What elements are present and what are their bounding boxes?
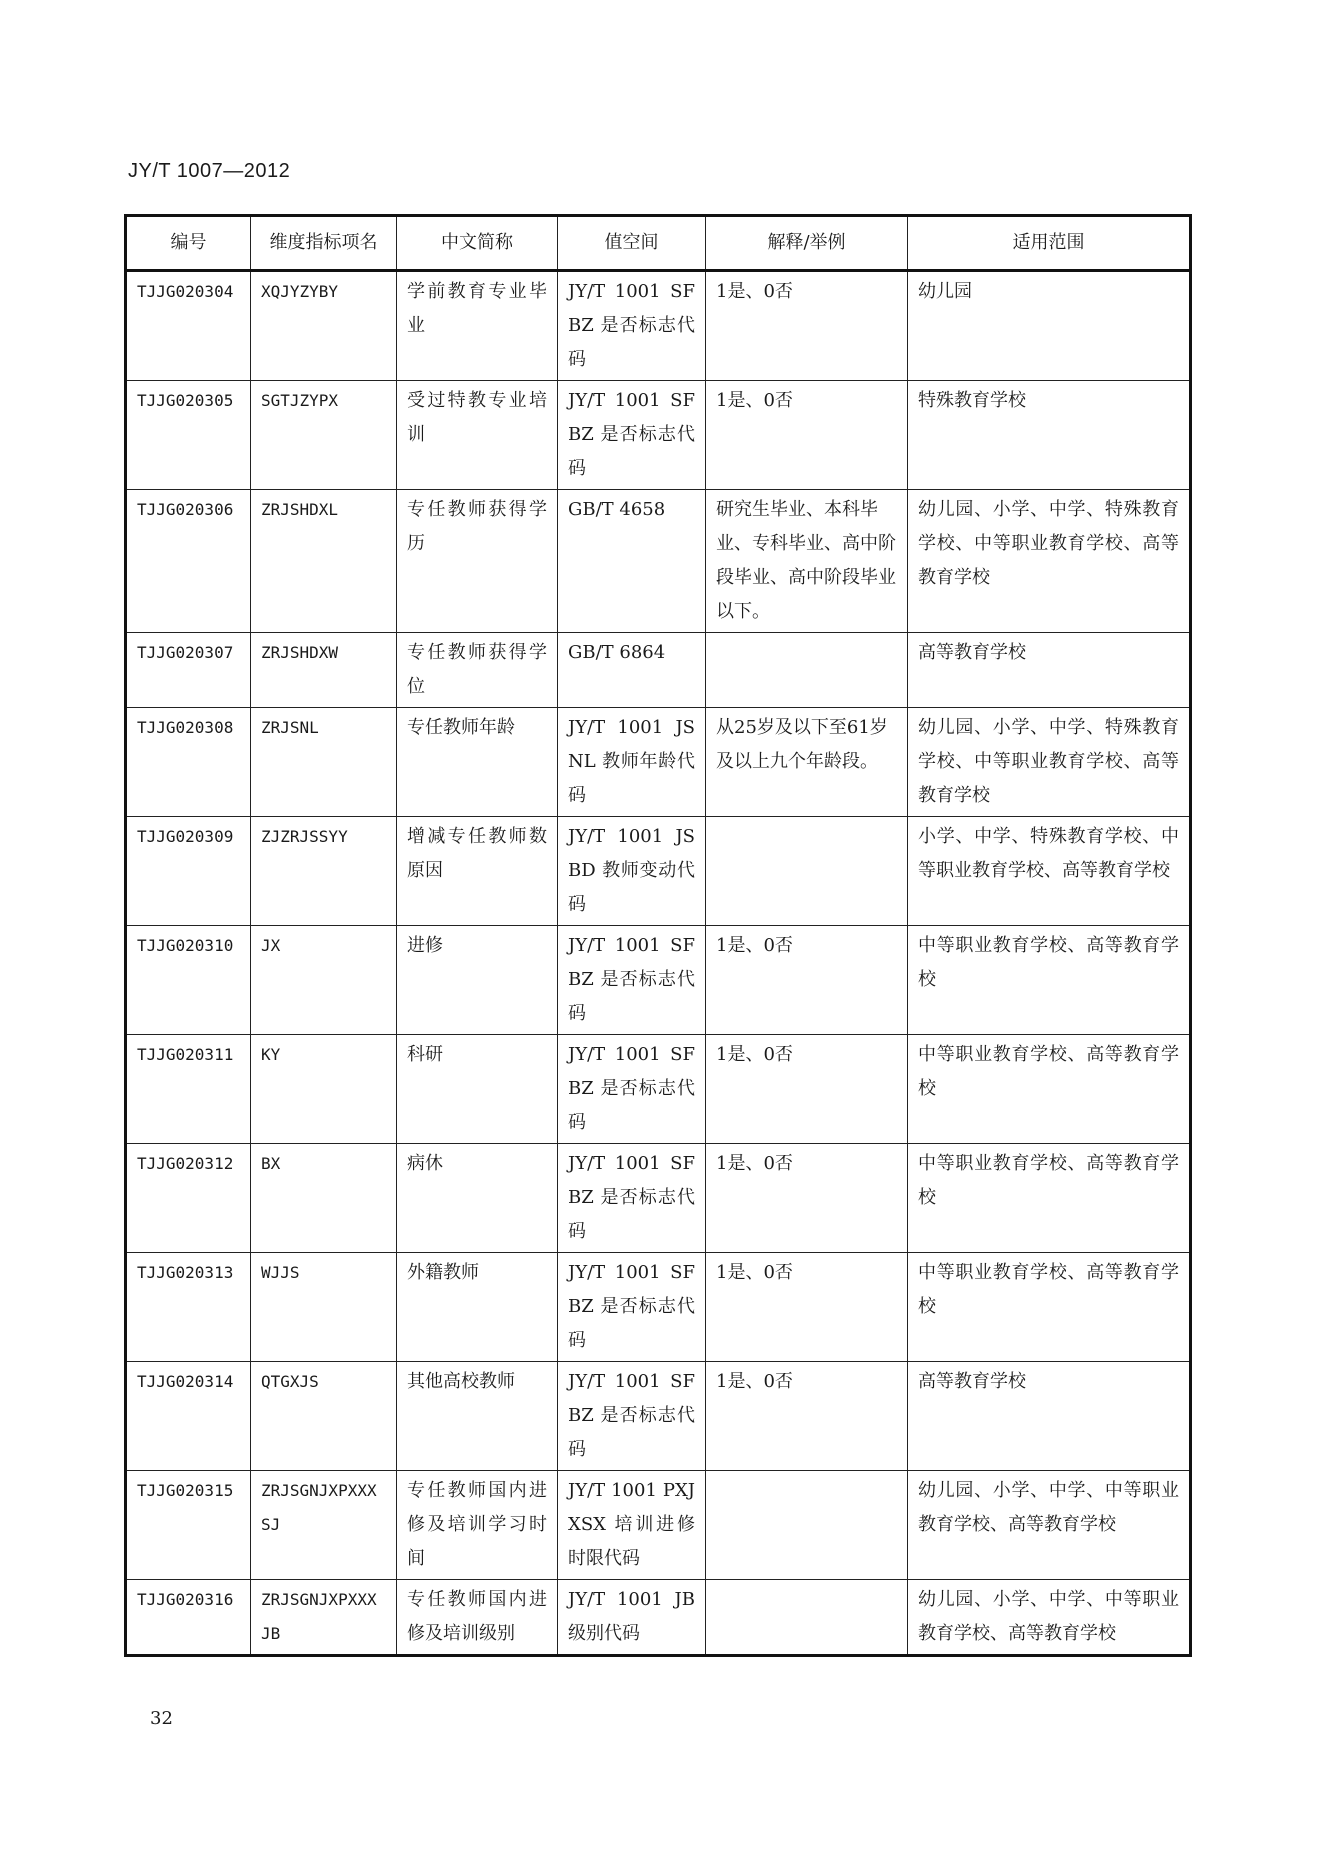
chinese-short-name: 专任教师获得学历 — [397, 490, 558, 633]
value-space: GB/T 6864 — [558, 633, 706, 708]
chinese-short-name: 其他高校教师 — [397, 1362, 558, 1471]
table-row — [126, 1253, 1191, 1362]
chinese-short-name: 专任教师国内进修及培训学习时间 — [397, 1471, 558, 1580]
chinese-short-name: 病休 — [397, 1144, 558, 1253]
chinese-short-name: 专任教师获得学位 — [397, 633, 558, 708]
indicator-code: TJJG020304 — [126, 271, 251, 381]
scope: 中等职业教育学校、高等教育学校 — [908, 1144, 1191, 1253]
dimension-name: SGTJZYPX — [251, 381, 397, 490]
value-space: JY/T 1001 PXJXSX 培训进修时限代码 — [558, 1471, 706, 1580]
value-space: GB/T 4658 — [558, 490, 706, 633]
indicator-code: TJJG020314 — [126, 1362, 251, 1471]
chinese-short-name: 增减专任教师数原因 — [397, 817, 558, 926]
indicator-code: TJJG020313 — [126, 1253, 251, 1362]
value-space: JY/T 1001 SFBZ 是否标志代码 — [558, 271, 706, 381]
dimension-name: BX — [251, 1144, 397, 1253]
scope: 幼儿园、小学、中学、中等职业教育学校、高等教育学校 — [908, 1580, 1191, 1656]
explanation: 1是、0否 — [706, 1253, 908, 1362]
scope: 幼儿园 — [908, 271, 1191, 381]
table-row — [126, 381, 1191, 490]
scope: 幼儿园、小学、中学、中等职业教育学校、高等教育学校 — [908, 1471, 1191, 1580]
explanation: 研究生毕业、本科毕业、专科毕业、高中阶段毕业、高中阶段毕业以下。 — [706, 490, 908, 633]
scope: 高等教育学校 — [908, 1362, 1191, 1471]
dimension-name: ZRJSHDXL — [251, 490, 397, 633]
table-row — [126, 1580, 1191, 1656]
chinese-short-name: 学前教育专业毕业 — [397, 271, 558, 381]
chinese-short-name: 专任教师年龄 — [397, 708, 558, 817]
chinese-short-name: 外籍教师 — [397, 1253, 558, 1362]
table-row — [126, 1471, 1191, 1580]
dimension-name: ZJZRJSSYY — [251, 817, 397, 926]
dimension-name: KY — [251, 1035, 397, 1144]
dimension-name: ZRJSHDXW — [251, 633, 397, 708]
table-row — [126, 817, 1191, 926]
scope: 特殊教育学校 — [908, 381, 1191, 490]
value-space: JY/T 1001 SFBZ 是否标志代码 — [558, 1035, 706, 1144]
chinese-short-name: 专任教师国内进修及培训级别 — [397, 1580, 558, 1656]
chinese-short-name: 受过特教专业培训 — [397, 381, 558, 490]
table-row — [126, 271, 1191, 381]
table-row — [126, 1144, 1191, 1253]
dimension-name: WJJS — [251, 1253, 397, 1362]
table-row — [126, 1362, 1191, 1471]
column-header: 维度指标项名 — [251, 216, 397, 271]
value-space: JY/T 1001 JB 级别代码 — [558, 1580, 706, 1656]
table-row — [126, 633, 1191, 708]
table-row — [126, 1035, 1191, 1144]
table-row — [126, 490, 1191, 633]
explanation — [706, 633, 908, 708]
dimension-name: ZRJSGNJXPXXXJB — [251, 1580, 397, 1656]
value-space: JY/T 1001 SFBZ 是否标志代码 — [558, 381, 706, 490]
value-space: JY/T 1001 SFBZ 是否标志代码 — [558, 1253, 706, 1362]
explanation: 1是、0否 — [706, 1362, 908, 1471]
indicator-code: TJJG020307 — [126, 633, 251, 708]
document-code: JY/T 1007—2012 — [128, 160, 291, 182]
scope: 幼儿园、小学、中学、特殊教育学校、中等职业教育学校、高等教育学校 — [908, 490, 1191, 633]
dimension-name: JX — [251, 926, 397, 1035]
indicator-code: TJJG020306 — [126, 490, 251, 633]
indicator-code: TJJG020312 — [126, 1144, 251, 1253]
dimension-name: QTGXJS — [251, 1362, 397, 1471]
chinese-short-name: 进修 — [397, 926, 558, 1035]
column-header: 中文简称 — [397, 216, 558, 271]
scope: 高等教育学校 — [908, 633, 1191, 708]
scope: 小学、中学、特殊教育学校、中等职业教育学校、高等教育学校 — [908, 817, 1191, 926]
explanation — [706, 1471, 908, 1580]
explanation: 1是、0否 — [706, 1144, 908, 1253]
explanation: 1是、0否 — [706, 381, 908, 490]
dimension-name: XQJYZYBY — [251, 271, 397, 381]
indicator-code: TJJG020311 — [126, 1035, 251, 1144]
column-header: 值空间 — [558, 216, 706, 271]
explanation: 从25岁及以下至61岁及以上九个年龄段。 — [706, 708, 908, 817]
scope: 中等职业教育学校、高等教育学校 — [908, 1035, 1191, 1144]
value-space: JY/T 1001 SFBZ 是否标志代码 — [558, 1362, 706, 1471]
indicator-code: TJJG020310 — [126, 926, 251, 1035]
explanation: 1是、0否 — [706, 1035, 908, 1144]
column-header: 适用范围 — [908, 216, 1191, 271]
table-row — [126, 926, 1191, 1035]
explanation — [706, 817, 908, 926]
column-header: 编号 — [126, 216, 251, 271]
indicator-code: TJJG020316 — [126, 1580, 251, 1656]
scope: 中等职业教育学校、高等教育学校 — [908, 1253, 1191, 1362]
value-space: JY/T 1001 JSNL 教师年龄代码 — [558, 708, 706, 817]
value-space: JY/T 1001 SFBZ 是否标志代码 — [558, 1144, 706, 1253]
scope: 中等职业教育学校、高等教育学校 — [908, 926, 1191, 1035]
indicator-code: TJJG020308 — [126, 708, 251, 817]
indicator-code: TJJG020309 — [126, 817, 251, 926]
value-space: JY/T 1001 JSBD 教师变动代码 — [558, 817, 706, 926]
table-row — [126, 708, 1191, 817]
scope: 幼儿园、小学、中学、特殊教育学校、中等职业教育学校、高等教育学校 — [908, 708, 1191, 817]
indicator-table — [124, 214, 1192, 1657]
explanation — [706, 1580, 908, 1656]
explanation: 1是、0否 — [706, 926, 908, 1035]
dimension-name: ZRJSGNJXPXXXSJ — [251, 1471, 397, 1580]
dimension-name: ZRJSNL — [251, 708, 397, 817]
chinese-short-name: 科研 — [397, 1035, 558, 1144]
indicator-code: TJJG020315 — [126, 1471, 251, 1580]
indicator-code: TJJG020305 — [126, 381, 251, 490]
explanation: 1是、0否 — [706, 271, 908, 381]
column-header: 解释/举例 — [706, 216, 908, 271]
page-number: 32 — [150, 1708, 173, 1729]
value-space: JY/T 1001 SFBZ 是否标志代码 — [558, 926, 706, 1035]
table-header-row — [126, 216, 1191, 271]
